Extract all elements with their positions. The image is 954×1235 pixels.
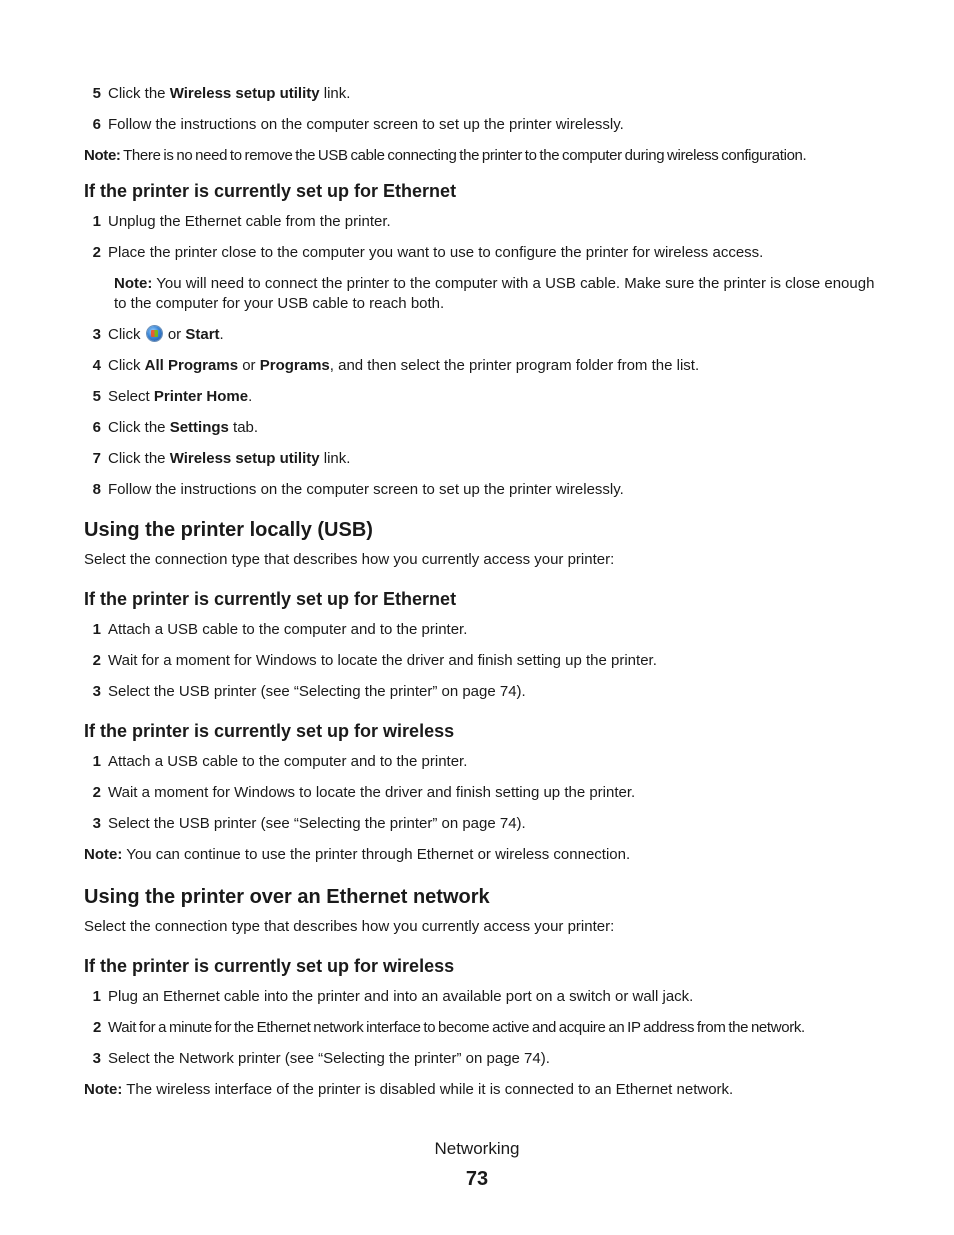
page-number: 73 <box>465 1168 489 1190</box>
step-item: 2 Wait a moment for Windows to locate the driver and finish setting up the printer. <box>92 784 636 801</box>
section-intro: Select the connection type that describes how you currently access your printer: <box>84 551 615 568</box>
step-item: 8 Follow the instructions on the computer screen to set up the printer wirelessly. <box>92 481 624 498</box>
windows-start-orb-icon <box>147 326 162 341</box>
step-item: 2 Place the printer close to the computer you want to use to configure the printer for wireless access. <box>92 244 764 261</box>
note: Note: You can continue to use the printer through Ethernet or wireless connection. <box>84 846 631 863</box>
section-heading: Using the printer locally (USB) <box>84 519 373 541</box>
document-page <box>84 84 876 1100</box>
step-item: 3 Select the USB printer (see “Selecting the printer” on page 74). <box>92 815 526 832</box>
note: Note: The wireless interface of the printer is disabled while it is connected to an Ethernet network. <box>84 1081 734 1098</box>
step-item: 3 Select the Network printer (see “Selecting the printer” on page 74). <box>92 1050 550 1067</box>
step-item: 3 Select the USB printer (see “Selecting the printer” on page 74). <box>92 683 526 700</box>
step-item: 6 Click the Settings tab. <box>92 419 259 436</box>
step-item: 7 Click the Wireless setup utility link. <box>92 450 351 467</box>
step-item: 1 Plug an Ethernet cable into the printer and into an available port on a switch or wall jack. <box>92 988 694 1005</box>
subsection-heading: If the printer is currently set up for Ethernet <box>84 181 457 201</box>
step-note: Note: You will need to connect the printer to the computer with a USB cable. Make sure the printer is close enough to the computer for your USB cable to reach both. <box>114 275 875 312</box>
section-intro: Select the connection type that describes how you currently access your printer: <box>84 918 615 935</box>
step-item: 3 Click or Start. <box>92 326 224 343</box>
step-item: 1 Attach a USB cable to the computer and to the printer. <box>92 621 468 638</box>
subsection-heading: If the printer is currently set up for wireless <box>84 956 455 976</box>
note: Note: There is no need to remove the USB cable connecting the printer to the computer during wireless configuration. <box>84 147 807 164</box>
step-item: 1 Attach a USB cable to the computer and to the printer. <box>92 753 468 770</box>
step-item: 1 Unplug the Ethernet cable from the printer. <box>92 213 391 230</box>
step-item: 6 Follow the instructions on the computer screen to set up the printer wirelessly. <box>92 116 624 133</box>
step-item: 5 Click the Wireless setup utility link. <box>92 85 351 102</box>
step-item: 5 Select Printer Home. <box>92 388 253 405</box>
step-item: 2 Wait for a moment for Windows to locate the driver and finish setting up the printer. <box>92 652 657 669</box>
step-item: 4 Click All Programs or Programs, and then select the printer program folder from the list. <box>92 357 700 374</box>
subsection-heading: If the printer is currently set up for wireless <box>84 721 455 741</box>
step-item: 2 Wait for a minute for the Ethernet network interface to become active and acquire an IP address from the network. <box>93 1019 805 1036</box>
footer-section-label: Networking <box>434 1139 520 1158</box>
subsection-heading: If the printer is currently set up for Ethernet <box>84 589 457 609</box>
section-heading: Using the printer over an Ethernet network <box>84 886 490 908</box>
